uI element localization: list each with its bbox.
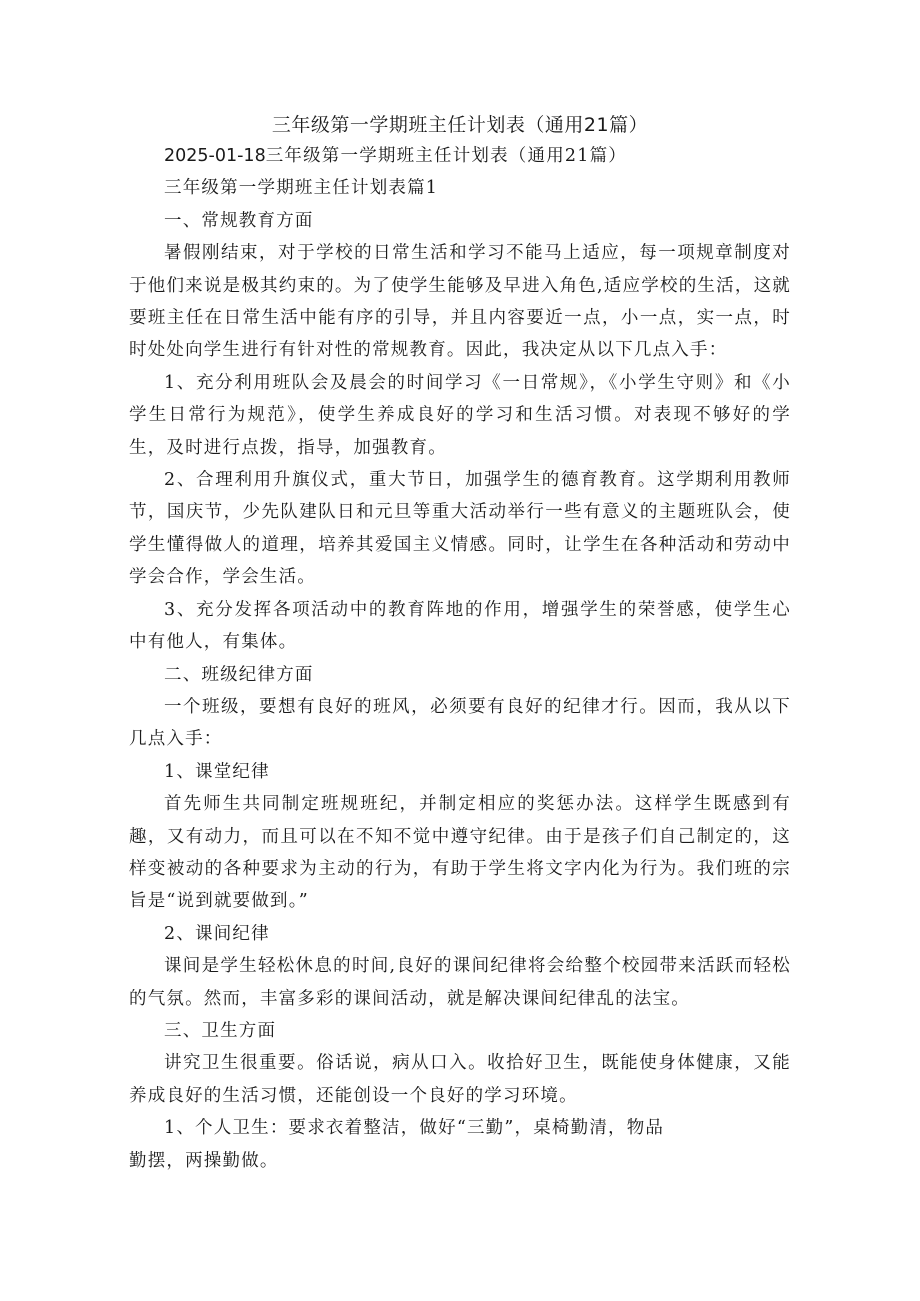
section-heading: 一、常规教育方面 (164, 210, 314, 231)
date-subtitle-line (129, 140, 791, 172)
subtitle: 三年级第一学期班主任计划表（通用21篇） (265, 146, 627, 166)
paragraph: 1、充分利用班队会及晨会的时间学习《一日常规》，《小学生守则》和《小学生日常行为规范》，使学生养成良好的学习和生活习惯。对表现不够好的学生，及时进行点拨，指导，加强教育。 (129, 372, 791, 458)
article-title: 三年级第一学期班主任计划表篇1 (164, 178, 439, 199)
document-body (129, 140, 791, 1177)
paragraph: 2、合理利用升旗仪式，重大节日，加强学生的德育教育。这学期利用教师节，国庆节，少先队建队日和元旦等重大活动举行一些有意义的主题班队会，使学生懂得做人的道理，培养其爱国主义情感。同时，让学生在各种活动和劳动中学会合作，学会生活。 (129, 470, 791, 588)
paragraph: 一个班级，要想有良好的班风，必须要有良好的纪律才行。因而，我从以下几点入手： (129, 696, 791, 750)
paragraph: 首先师生共同制定班规班纪，并制定相应的奖惩办法。这样学生既感到有趣，又有动力，而且可以在不知不觉中遵守纪律。由于是孩子们自己制定的，这样变被动的各种要求为主动的行为，有助于学生将文字内化为行为。我们班的宗旨是“说到就要做到。” (129, 794, 791, 912)
paragraph: 暑假刚结束，对于学校的日常生活和学习不能马上适应，每一项规章制度对于他们来说是极其约束的。为了使学生能够及早进入角色,适应学校的生活，这就要班主任在日常生活中能有序的引导，并且内容要近一点，小一点，实一点，时时处处向学生进行有针对性的常规教育。因此，我决定从以下几点入手： (129, 243, 791, 361)
last-line-2: 勤摆，两操勤做。 (129, 1150, 279, 1171)
subsection-heading: 1、课堂纪律 (164, 761, 270, 782)
section-heading: 三、卫生方面 (164, 1020, 277, 1041)
publish-date: 2025-01-18 (164, 146, 266, 166)
subsection-heading: 2、课间纪律 (164, 923, 270, 944)
document-title: 三年级第一学期班主任计划表（通用21篇） (271, 114, 649, 136)
paragraph: 3、充分发挥各项活动中的教育阵地的作用，增强学生的荣誉感，使学生心中有他人，有集体。 (129, 599, 791, 653)
paragraph-last (129, 1112, 791, 1177)
last-line-1: 1、个人卫生：要求衣着整洁，做好“三勤”，桌椅勤清，物品 (164, 1118, 665, 1139)
paragraph: 课间是学生轻松休息的时间,良好的课间纪律将会给整个校园带来活跃而轻松的气氛。然而，丰富多彩的课间活动，就是解决课间纪律乱的法宝。 (129, 956, 791, 1009)
section-heading: 二、班级纪律方面 (164, 664, 314, 685)
paragraph: 讲究卫生很重要。俗话说，病从口入。收拾好卫生，既能使身体健康，又能养成良好的生活习惯，还能创设一个良好的学习环境。 (129, 1053, 791, 1106)
